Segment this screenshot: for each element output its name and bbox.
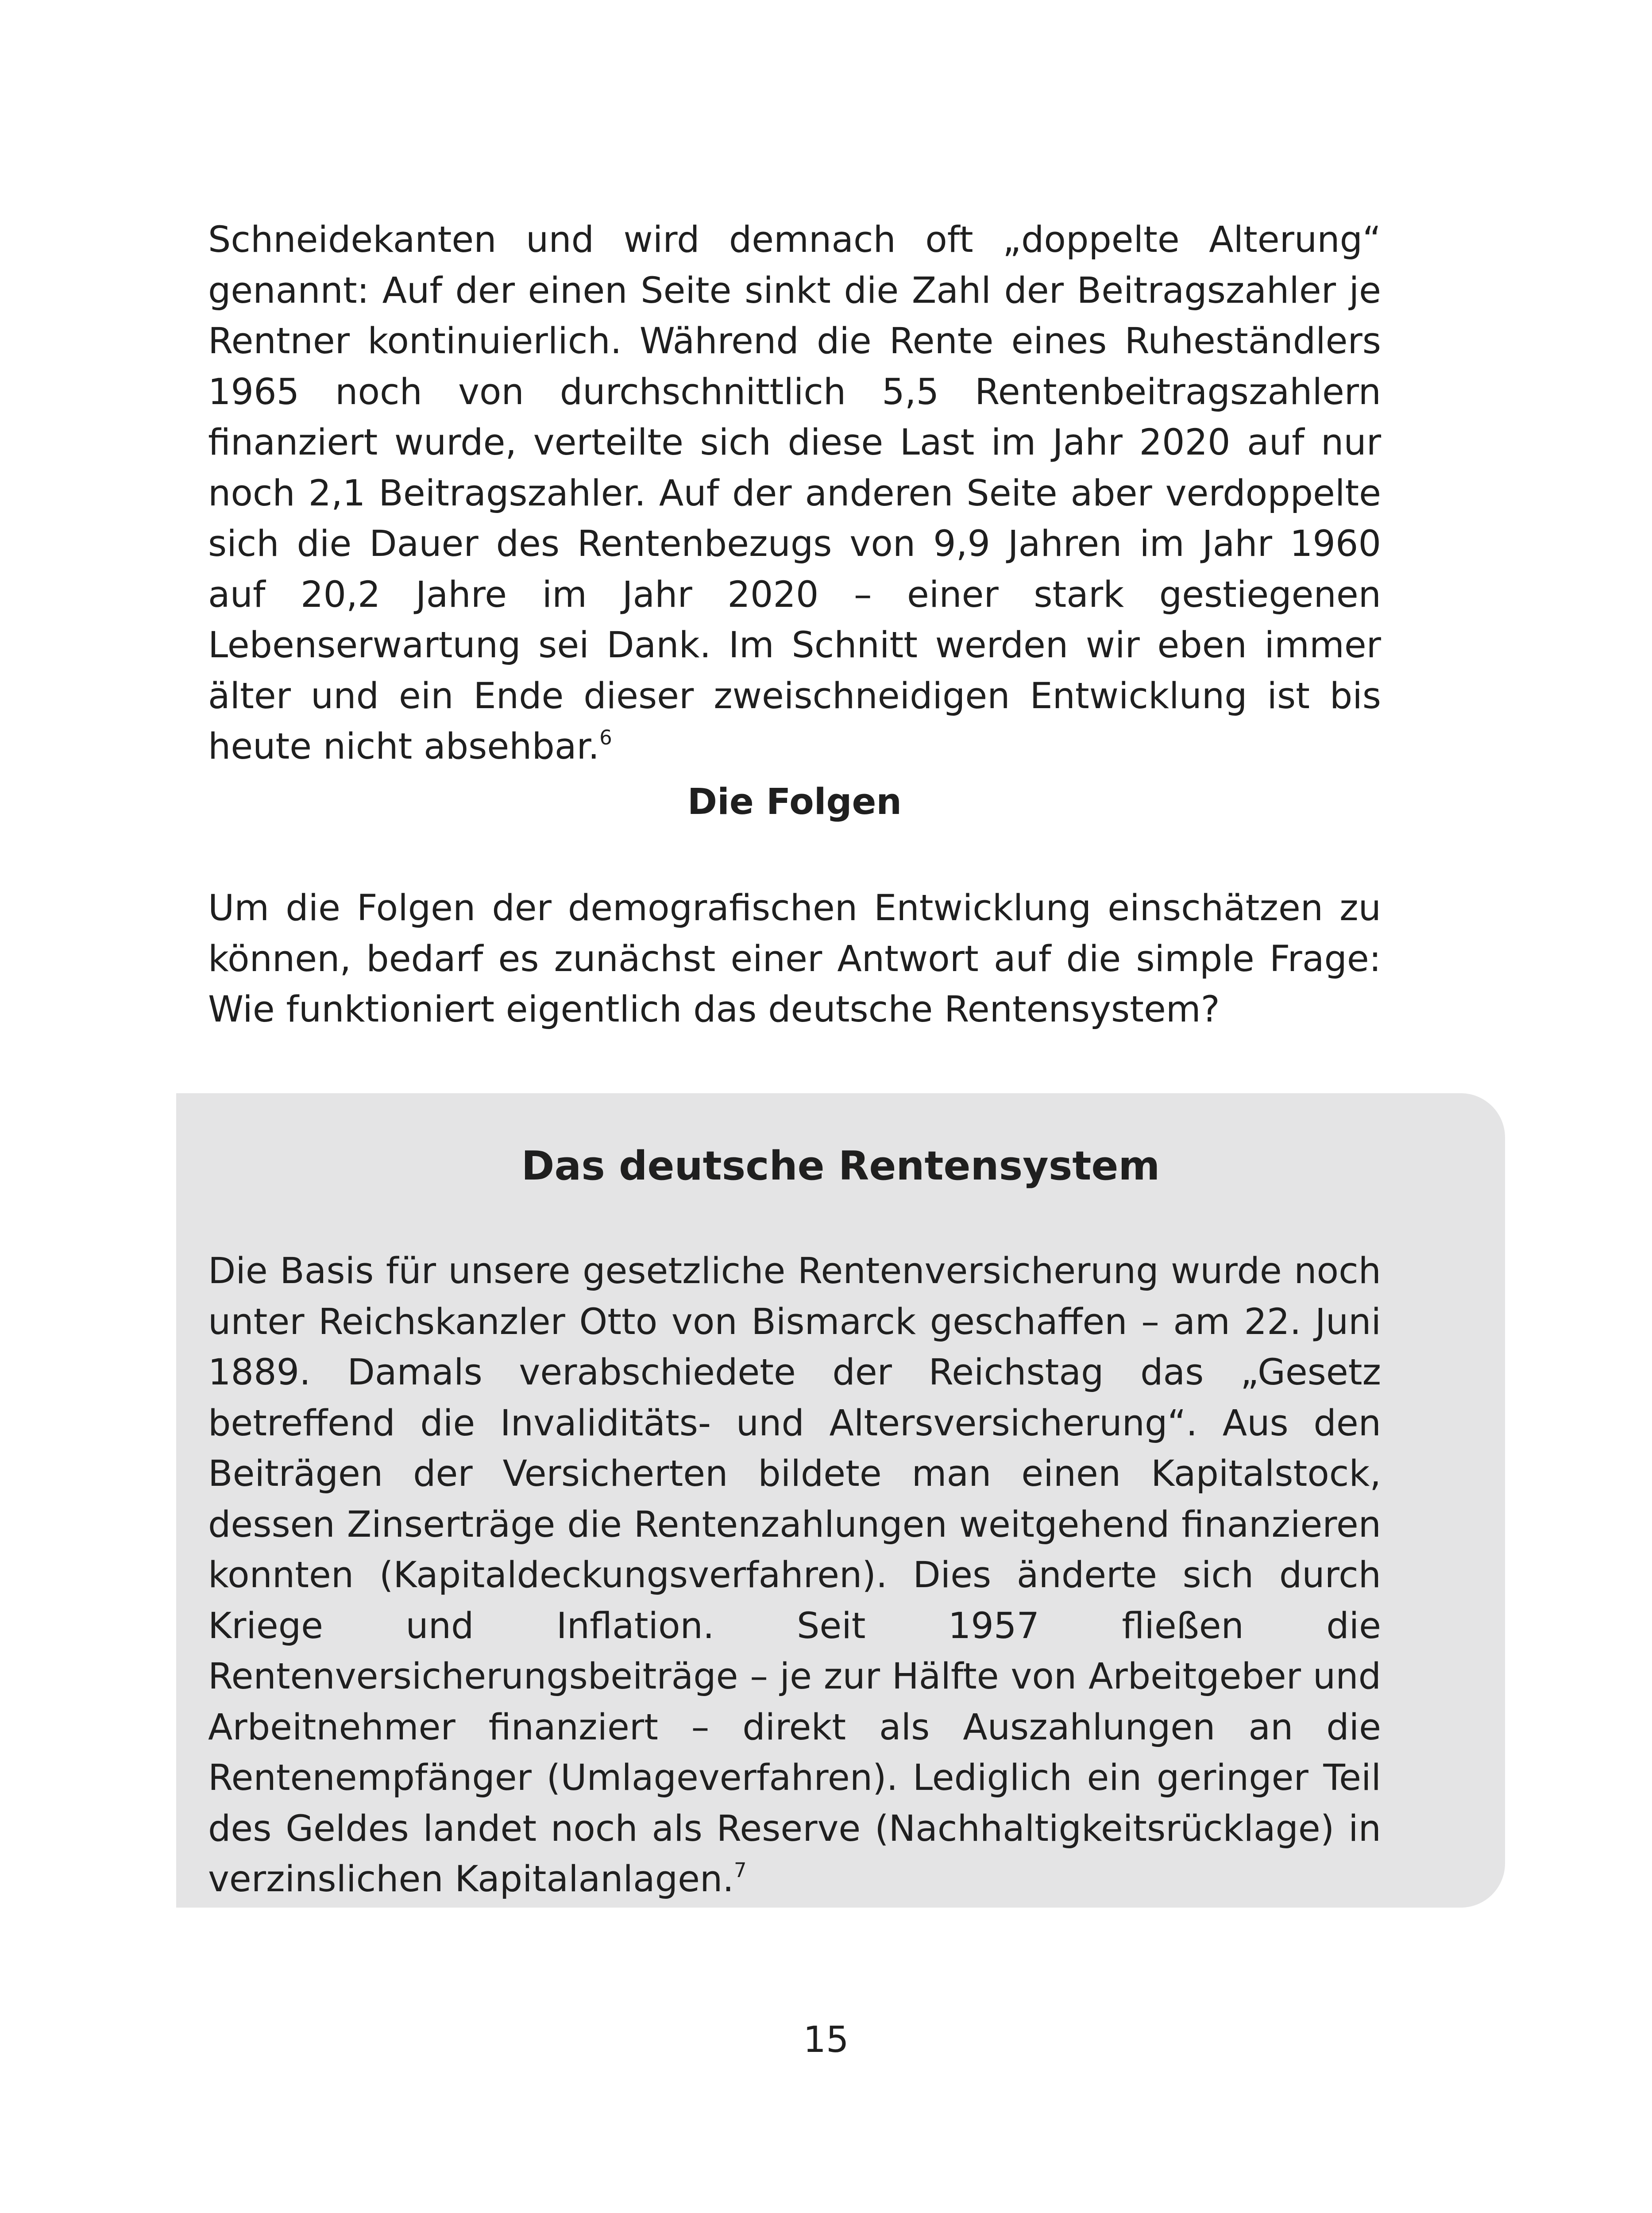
infobox: [176, 1093, 1505, 1908]
paragraph-text: Schneidekanten und wird demnach oft „doppelte Alterung“ genannt: Auf der einen Seite sinkt die Zahl der Beitragszahler je Rentner kontinuierlich. Während die Rente eines Ruheständlers 1965 noch von durchschnittlich 5,5 Rentenbeitragszahlern finanziert wurde, verteilte sich diese Last im Jahr 2020 auf nur noch 2,1 Beitragszahler. Auf der anderen Seite aber verdoppelte sich die Dauer des Rentenbezugs von 9,9 Jahren im Jahr 1960 auf 20,2 Jahre im Jahr 2020 – einer stark gestiegenen Lebenserwartung sei Dank. Im Schnitt werden wir eben immer älter und ein Ende dieser zweischneidigen Entwicklung ist bis heute nicht absehbar.: [208, 219, 1381, 767]
footnote-marker: 6: [599, 726, 612, 749]
body-paragraph-intro: [208, 215, 1381, 772]
footnote-marker: 7: [734, 1858, 747, 1882]
section-heading: Die Folgen: [687, 781, 902, 823]
body-paragraph-folgen: Um die Folgen der demografischen Entwicklung einschätzen zu können, bedarf es zunächst einer Antwort auf die simple Frage: Wie funktioniert eigentlich das deutsche Rentensystem?: [208, 887, 1381, 1030]
paragraph-text: Die Basis für unsere gesetzliche Rentenversicherung wurde noch unter Reichskanzler Otto von Bismarck geschaffen – am 22. Juni 1889. Damals verabschiedete der Reichstag das „Gesetz betreffend die Invaliditäts- und Altersversicherung“. Aus den Beiträgen der Versicherten bildete man einen Kapitalstock, dessen Zinserträge die Rentenzahlungen weitgehend finanzieren konnten (Kapitaldeckungsverfahren). Dies änderte sich durch Kriege und Inflation. Seit 1957 fließen die Rentenversicherungsbeiträge – je zur Hälfte von Arbeitgeber und Arbeitnehmer finanziert – direkt als Auszahlungen an die Rentenempfänger (Umlageverfahren). Lediglich ein geringer Teil des Geldes landet noch als Reserve (Nachhaltigkeitsrücklage) in verzinslichen Kapitalanlagen.: [208, 1250, 1381, 1900]
infobox-paragraph: [208, 1246, 1381, 1905]
infobox-title: Das deutsche Rentensystem: [521, 1143, 1160, 1189]
page-number: 15: [803, 2019, 849, 2061]
